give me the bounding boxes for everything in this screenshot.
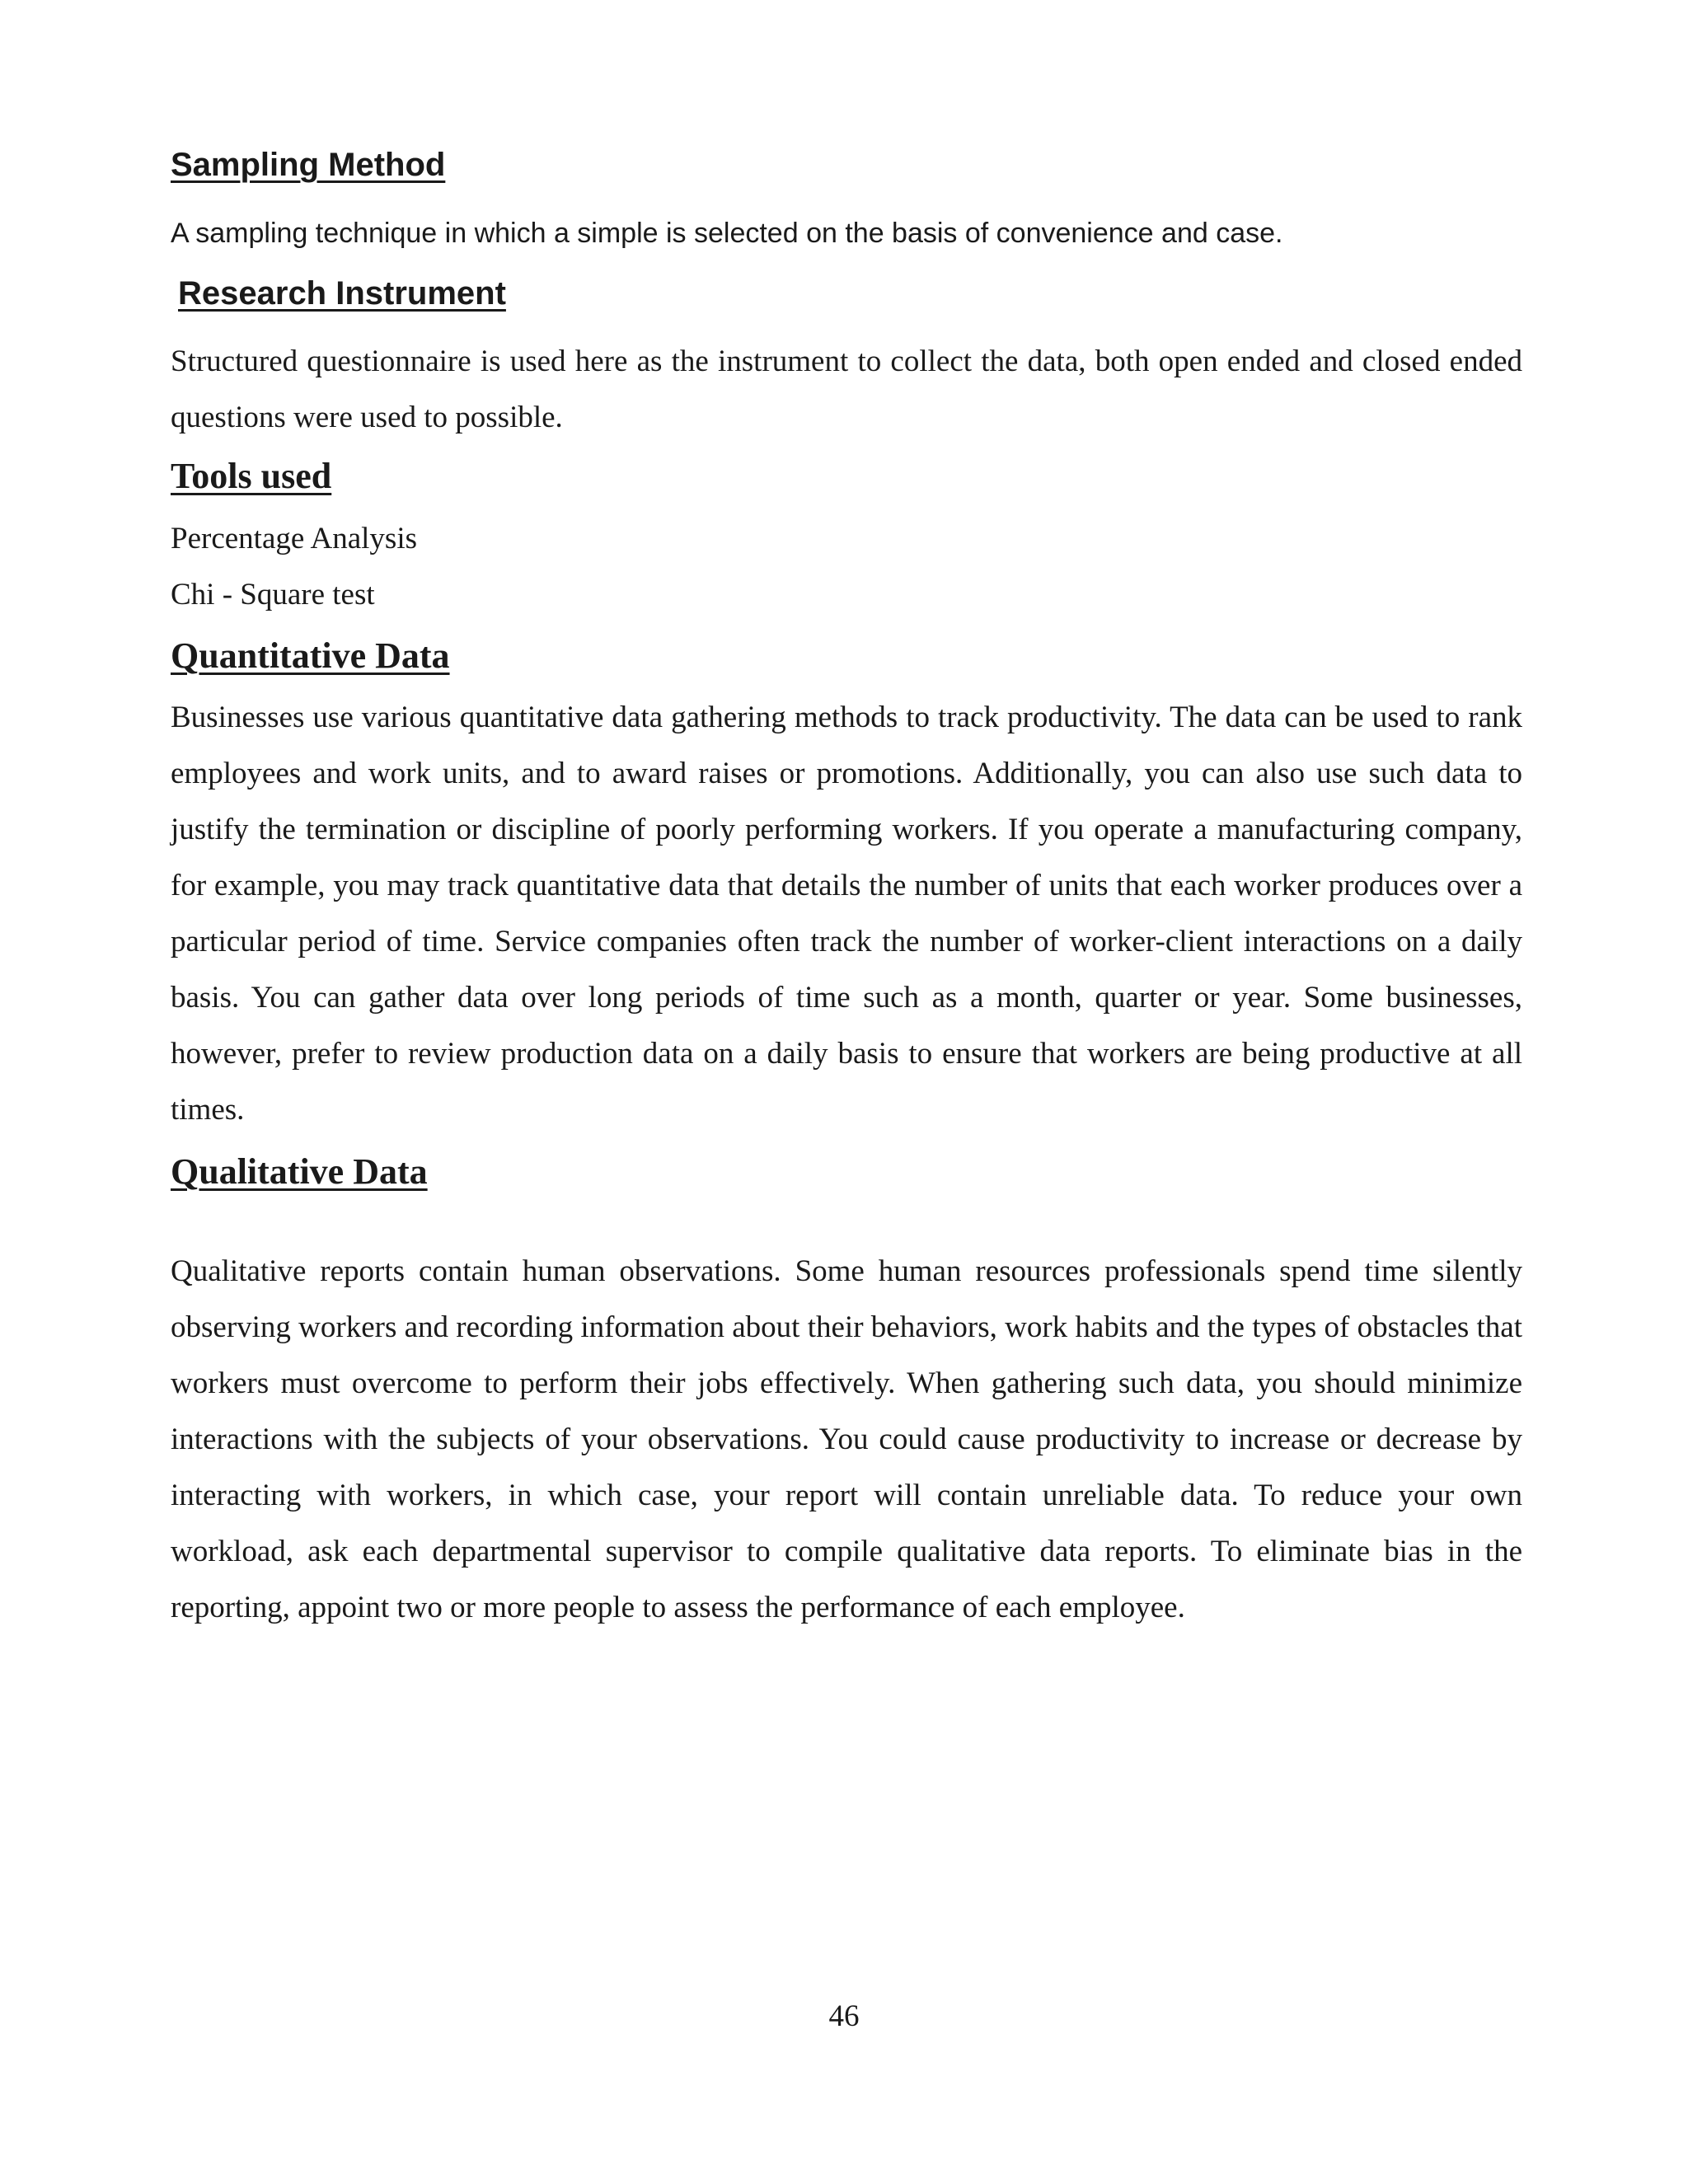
sampling-method-heading: Sampling Method [171, 147, 446, 183]
quantitative-data-heading: Quantitative Data [171, 635, 450, 676]
qualitative-data-text: Qualitative reports contain human observations. Some human resources professionals spend time silently observing workers and recording information about their behaviors, work habits and the types of obstacles that workers must overcome to perform their jobs effectively. When gathering such data, you should minimize interactions with the subjects of your observations. You could cause productivity to increase or decrease by interacting with workers, in which case, your report will contain unreliable data. To reduce your own workload, ask each departmental supervisor to compile qualitative data reports. To eliminate bias in the reporting, appoint two or more people to assess the performance of each employee. [171, 1254, 1522, 1624]
tools-used-heading: Tools used [171, 456, 332, 496]
page-number: 46 [828, 1999, 860, 2033]
tools-used-item: Percentage Analysis [171, 522, 417, 555]
research-instrument-text: Structured questionnaire is used here as the instrument to collect the data, both open ended and closed ended questions were used to possible. [171, 344, 1522, 434]
research-instrument-heading: Research Instrument [178, 275, 506, 312]
quantitative-data-text: Businesses use various quantitative data gathering methods to track productivity. The data can be used to rank employees and work units, and to award raises or promotions. Additionally, you can also use such data to justify the termination or discipline of poorly performing workers. If you operate a manufacturing company, for example, you may track quantitative data that details the number of units that each worker produces over a particular period of time. Service companies often track the number of worker-client interactions on a daily basis. You can gather data over long periods of time such as a month, quarter or year. Some businesses, however, prefer to review production data on a daily basis to ensure that workers are being productive at all times. [171, 701, 1522, 1127]
tools-used-item: Chi - Square test [171, 578, 375, 612]
qualitative-data-heading: Qualitative Data [171, 1151, 428, 1192]
sampling-method-text: A sampling technique in which a simple is selected on the basis of convenience and case. [171, 218, 1283, 249]
